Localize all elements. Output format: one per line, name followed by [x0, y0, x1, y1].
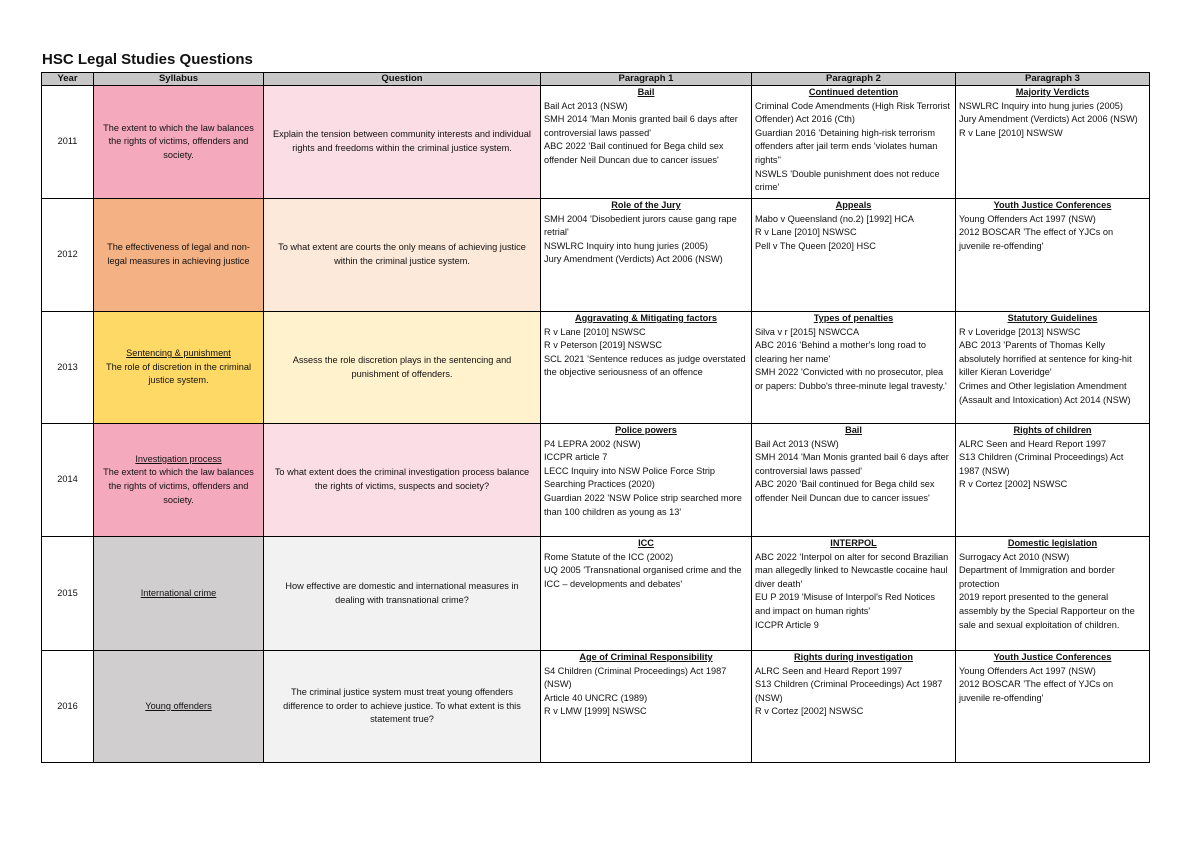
paragraph-3-cell — [956, 651, 1150, 763]
source-line: 2019 report presented to the general assembly by the Special Rapporteur on the sale and sexual exploitation of children. — [959, 592, 1135, 630]
syllabus-heading: Sentencing & punishment — [126, 348, 231, 359]
table-row — [42, 424, 1150, 537]
paragraph-2-cell — [752, 312, 956, 424]
paragraph-2-cell — [752, 537, 956, 651]
source-line: R v Cortez [2002] NSWSC — [959, 479, 1068, 490]
source-line: EU P 2019 'Misuse of Interpol's Red Notices and impact on human rights' — [755, 592, 936, 616]
table-row — [42, 86, 1150, 199]
paragraph-2-cell — [752, 199, 956, 312]
paragraph-2-cell — [752, 424, 956, 537]
paragraph-heading: Majority Verdicts — [1015, 87, 1090, 97]
syllabus-cell — [94, 424, 264, 537]
source-line: SMH 2014 'Man Monis granted bail 6 days after controversial laws passed' — [755, 452, 949, 476]
source-line: Article 40 UNCRC (1989) — [544, 692, 648, 703]
source-line: Silva v r [2015] NSWCCA — [755, 326, 860, 337]
paragraph-1-cell — [541, 312, 752, 424]
source-line: Pell v The Queen [2020] HSC — [755, 240, 876, 251]
syllabus-text: The role of discretion in the criminal justice system. — [105, 361, 252, 386]
source-line: S13 Children (Criminal Proceedings) Act 1987 (NSW) — [755, 679, 943, 703]
syllabus-heading: International crime — [140, 587, 217, 598]
source-line: 2012 BOSCAR 'The effect of YJCs on juvenile re-offending' — [959, 227, 1114, 251]
source-line: LECC Inquiry into NSW Police Force Strip Searching Practices (2020) — [544, 465, 716, 490]
paragraph-3-cell — [956, 424, 1150, 537]
table-row — [42, 537, 1150, 651]
source-line: P4 LEPRA 2002 (NSW) — [544, 438, 641, 449]
source-line: Mabo v Queensland (no.2) [1992] HCA — [755, 213, 914, 224]
question-cell: To what extent does the criminal investigation process balance the rights of victims, suspects and society? — [264, 424, 541, 537]
syllabus-cell — [94, 86, 264, 199]
year-cell: 2015 — [42, 537, 94, 651]
paragraph-2-cell — [752, 651, 956, 763]
header-paragraph-1: Paragraph 1 — [541, 73, 752, 86]
syllabus-cell — [94, 312, 264, 424]
source-line: R v Lane [2010] NSWSC — [755, 227, 857, 238]
header-syllabus: Syllabus — [94, 73, 264, 86]
source-line: Criminal Code Amendments (High Risk Terrorist Offender) Act 2016 (Cth) — [755, 100, 950, 125]
paragraph-1-cell — [541, 199, 752, 312]
paragraph-heading: INTERPOL — [830, 538, 877, 548]
paragraph-1-cell — [541, 424, 752, 537]
source-line: Young Offenders Act 1997 (NSW) — [959, 665, 1096, 676]
source-line: Rome Statute of the ICC (2002) — [544, 551, 674, 562]
paragraph-3-cell — [956, 537, 1150, 651]
source-line: 2012 BOSCAR 'The effect of YJCs on juvenile re-offending' — [959, 679, 1114, 703]
syllabus-cell — [94, 199, 264, 312]
header-row — [42, 73, 1150, 86]
source-line: Young Offenders Act 1997 (NSW) — [959, 213, 1096, 224]
paragraph-heading: Appeals — [835, 200, 872, 210]
paragraph-heading: Age of Criminal Responsibility — [579, 652, 713, 662]
paragraph-heading: Rights of children — [1013, 425, 1092, 435]
source-line: Crimes and Other legislation Amendment (Assault and Intoxication) Act 2014 (NSW) — [959, 380, 1131, 405]
source-line: Bail Act 2013 (NSW) — [755, 438, 839, 449]
paragraph-heading: Statutory Guidelines — [1007, 313, 1098, 323]
paragraph-heading: Role of the Jury — [611, 200, 681, 210]
source-line: ABC 2022 'Interpol on alter for second Brazilian man allegedly linked to Newcastle cocaine haul diver death' — [755, 551, 949, 589]
table-row — [42, 199, 1150, 312]
source-line: Guardian 2022 'NSW Police strip searched more than 100 children as young as 13' — [544, 492, 742, 517]
paragraph-heading: Bail — [637, 87, 655, 97]
source-line: ABC 2020 'Bail continued for Bega child sex offender Neil Duncan due to cancer issues' — [755, 479, 935, 503]
source-line: R v Lane [2010] NSWSC — [544, 326, 646, 337]
header-paragraph-3: Paragraph 3 — [956, 73, 1150, 86]
syllabus-cell — [94, 537, 264, 651]
source-line: UQ 2005 'Transnational organised crime and the ICC – developments and debates' — [544, 565, 742, 589]
paragraph-heading: Rights during investigation — [794, 652, 913, 662]
source-line: ABC 2016 'Behind a mother's long road to clearing her name' — [755, 340, 927, 364]
paragraph-heading: Youth Justice Conferences — [993, 652, 1112, 662]
source-line: Guardian 2016 'Detaining high-risk terrorism offenders after jail term ends 'violates human rights'' — [755, 127, 938, 165]
source-line: Jury Amendment (Verdicts) Act 2006 (NSW) — [544, 254, 723, 265]
table-row — [42, 651, 1150, 763]
question-cell: To what extent are courts the only means of achieving justice within the criminal justice system. — [264, 199, 541, 312]
question-cell: How effective are domestic and international measures in dealing with transnational crime? — [264, 537, 541, 651]
questions-table — [41, 72, 1150, 763]
source-line: SMH 2022 'Convicted with no prosecutor, plea or papers: Dubbo's three-minute legal travesty.' — [755, 367, 947, 391]
paragraph-1-cell — [541, 86, 752, 199]
source-line: NSWLRC Inquiry into hung juries (2005) — [544, 240, 708, 251]
paragraph-heading: Youth Justice Conferences — [993, 200, 1112, 210]
source-line: S13 Children (Criminal Proceedings) Act 1987 (NSW) — [959, 452, 1124, 476]
source-line: R v LMW [1999] NSWSC — [544, 706, 647, 717]
paragraph-heading: Types of penalties — [813, 313, 894, 323]
paragraph-1-cell — [541, 537, 752, 651]
paragraph-heading: Aggravating & Mitigating factors — [575, 313, 717, 323]
question-cell: The criminal justice system must treat young offenders difference to order to achieve justice. To what extent is this statement true? — [264, 651, 541, 763]
table-row — [42, 312, 1150, 424]
source-line: R v Loveridge [2013] NSWSC — [959, 326, 1081, 337]
year-cell: 2013 — [42, 312, 94, 424]
year-cell: 2011 — [42, 86, 94, 199]
source-line: ICCPR Article 9 — [755, 619, 819, 630]
source-line: ABC 2022 'Bail continued for Bega child sex offender Neil Duncan due to cancer issues' — [544, 141, 724, 165]
syllabus-cell — [94, 651, 264, 763]
source-line: S4 Children (Criminal Proceedings) Act 1987 (NSW) — [544, 665, 727, 690]
source-line: NSWLRC Inquiry into hung juries (2005) — [959, 100, 1123, 111]
paragraph-3-cell — [956, 86, 1150, 199]
source-line: ABC 2013 'Parents of Thomas Kelly absolutely horrified at sentence for king-hit killer Kieran Loveridge' — [959, 340, 1132, 378]
source-line: ICCPR article 7 — [544, 452, 608, 463]
header-paragraph-2: Paragraph 2 — [752, 73, 956, 86]
paragraph-heading: Bail — [845, 425, 862, 435]
paragraph-3-cell — [956, 312, 1150, 424]
source-line: Jury Amendment (Verdicts) Act 2006 (NSW) — [959, 114, 1138, 125]
source-line: SMH 2004 'Disobedient jurors cause gang rape retrial' — [544, 213, 737, 238]
syllabus-text: The extent to which the law balances the rights of victims, offenders and society. — [103, 122, 254, 160]
year-cell: 2012 — [42, 199, 94, 312]
syllabus-heading: Investigation process — [135, 453, 222, 464]
paragraph-heading: Continued detention — [808, 87, 899, 97]
paragraph-heading: ICC — [638, 538, 654, 548]
paragraph-heading: Domestic legislation — [1007, 538, 1098, 548]
paragraph-2-cell — [752, 86, 956, 199]
source-line: SCL 2021 'Sentence reduces as judge overstated the objective seriousness of an offence — [544, 353, 746, 378]
paragraph-heading: Police powers — [615, 425, 677, 435]
syllabus-heading: Young offenders — [145, 700, 212, 711]
page-title: HSC Legal Studies Questions — [42, 51, 253, 68]
source-line: R v Cortez [2002] NSWSC — [755, 706, 864, 717]
source-line: Bail Act 2013 (NSW) — [544, 100, 628, 111]
paragraph-3-cell — [956, 199, 1150, 312]
question-cell: Assess the role discretion plays in the sentencing and punishment of offenders. — [264, 312, 541, 424]
header-year: Year — [42, 73, 94, 86]
question-cell: Explain the tension between community interests and individual rights and freedoms within the criminal justice system. — [264, 86, 541, 199]
header-question: Question — [264, 73, 541, 86]
year-cell: 2016 — [42, 651, 94, 763]
syllabus-text: The extent to which the law balances the rights of victims, offenders and society. — [103, 467, 254, 505]
year-cell: 2014 — [42, 424, 94, 537]
source-line: SMH 2014 'Man Monis granted bail 6 days after controversial laws passed' — [544, 114, 738, 138]
paragraph-1-cell — [541, 651, 752, 763]
source-line: R v Peterson [2019] NSWSC — [544, 340, 662, 351]
source-line: Department of Immigration and border protection — [959, 565, 1115, 589]
source-line: Surrogacy Act 2010 (NSW) — [959, 551, 1070, 562]
source-line: NSWLS 'Double punishment does not reduce crime' — [755, 168, 940, 193]
syllabus-text: The effectiveness of legal and non-legal measures in achieving justice — [107, 242, 250, 266]
source-line: ALRC Seen and Heard Report 1997 — [959, 438, 1107, 449]
source-line: ALRC Seen and Heard Report 1997 — [755, 665, 903, 676]
source-line: R v Lane [2010] NSWSW — [959, 127, 1063, 138]
